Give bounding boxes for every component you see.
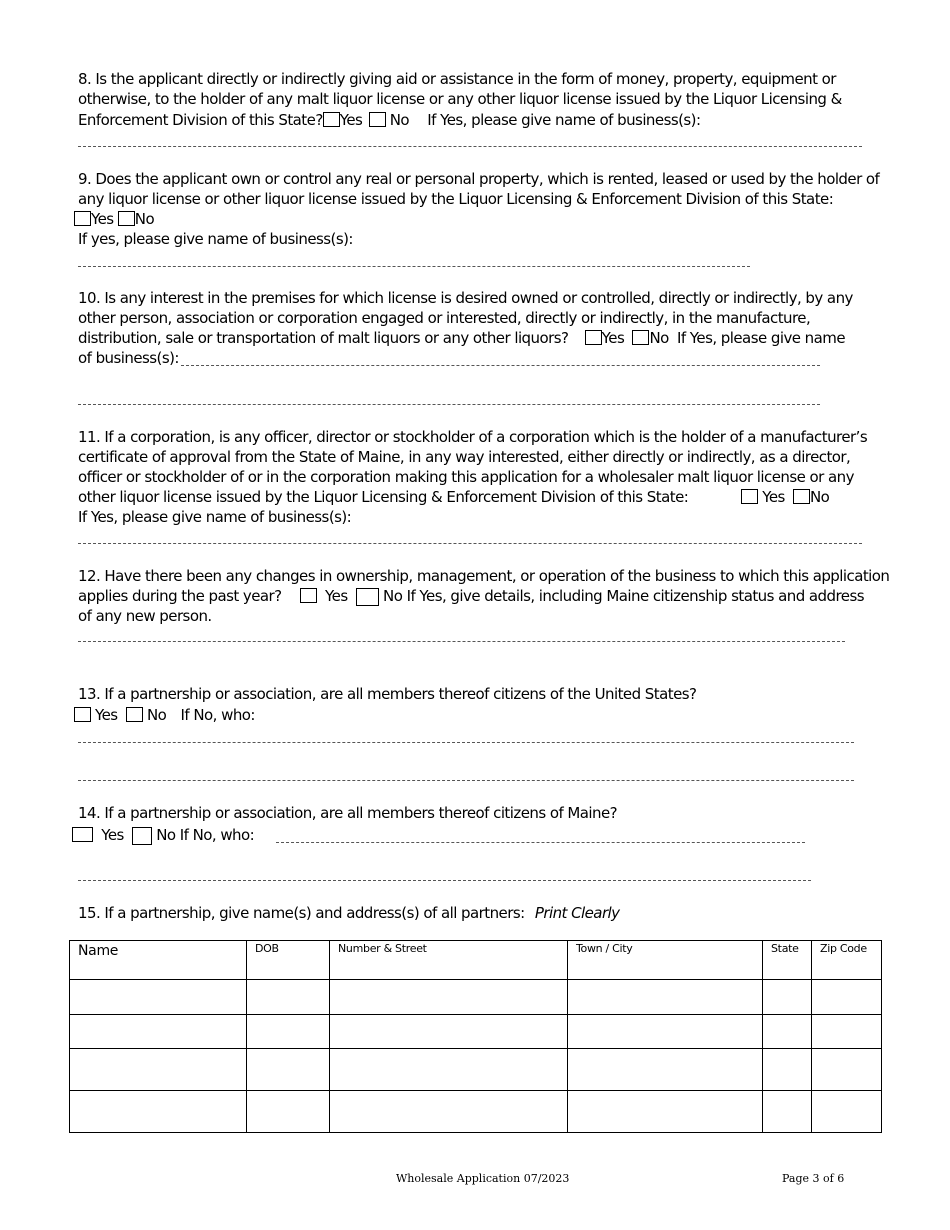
street-cell[interactable] bbox=[330, 980, 568, 1015]
q14-no-label: No bbox=[156, 826, 176, 844]
name-cell[interactable] bbox=[70, 1049, 247, 1091]
table-row bbox=[70, 980, 882, 1015]
name-cell[interactable] bbox=[70, 1091, 247, 1133]
header-town-city: Town / City bbox=[568, 941, 763, 980]
table-header-row bbox=[70, 941, 882, 980]
name-cell[interactable] bbox=[70, 1015, 247, 1049]
q12-no-label: No bbox=[383, 587, 403, 605]
town-cell[interactable] bbox=[568, 1091, 763, 1133]
town-cell[interactable] bbox=[568, 1049, 763, 1091]
dob-cell[interactable] bbox=[247, 1091, 330, 1133]
q14-options bbox=[72, 825, 254, 845]
q11-options bbox=[741, 487, 829, 507]
q12-answer-line[interactable] bbox=[78, 641, 845, 642]
q10-no-label: No bbox=[649, 329, 669, 347]
q11-prompt: If Yes, please give name of business(s): bbox=[78, 508, 352, 526]
q14-yes-checkbox[interactable] bbox=[72, 827, 93, 842]
q11-answer-line[interactable] bbox=[78, 543, 862, 544]
q13-line1: 13. If a partnership or association, are all members thereof citizens of the United States? bbox=[78, 685, 697, 703]
q13-answer-line-2[interactable] bbox=[78, 780, 854, 781]
q11-line3: officer or stockholder of or in the corporation making this application for a wholesaler malt liquor license or any bbox=[78, 468, 854, 486]
header-dob: DOB bbox=[247, 941, 330, 980]
town-cell[interactable] bbox=[568, 1015, 763, 1049]
header-name: Name bbox=[70, 941, 247, 980]
zip-cell[interactable] bbox=[812, 1091, 882, 1133]
q9-no-checkbox[interactable] bbox=[118, 211, 135, 226]
q9-yes-checkbox[interactable] bbox=[74, 211, 91, 226]
q10-line3 bbox=[78, 328, 845, 348]
q10-prompt: If Yes, please give name bbox=[676, 329, 846, 347]
q12-line2-text: applies during the past year? bbox=[78, 587, 282, 605]
state-cell[interactable] bbox=[763, 1015, 812, 1049]
q8-no-label: No bbox=[389, 111, 410, 129]
q9-yes-label: Yes bbox=[91, 210, 114, 228]
q9-no-label: No bbox=[134, 210, 155, 228]
q8-no-checkbox[interactable] bbox=[369, 112, 386, 127]
q13-options bbox=[74, 705, 255, 725]
q9-prompt: If yes, please give name of business(s): bbox=[78, 230, 353, 248]
q9-answer-line[interactable] bbox=[78, 266, 750, 267]
q12-line3: of any new person. bbox=[78, 607, 212, 625]
q11-no-checkbox[interactable] bbox=[793, 489, 810, 504]
footer-page-number: Page 3 of 6 bbox=[782, 1172, 845, 1185]
q8-line2: otherwise, to the holder of any malt liquor license or any other liquor license issued by the Liquor Licensing & bbox=[78, 90, 842, 108]
dob-cell[interactable] bbox=[247, 980, 330, 1015]
q8-prompt: If Yes, please give name of business(s): bbox=[427, 111, 701, 129]
q9-line1: 9. Does the applicant own or control any real or personal property, which is rented, leased or used by the holder of bbox=[78, 170, 880, 188]
street-cell[interactable] bbox=[330, 1091, 568, 1133]
q13-no-checkbox[interactable] bbox=[126, 707, 143, 722]
q10-no-checkbox[interactable] bbox=[632, 330, 649, 345]
q15-text: 15. If a partnership, give name(s) and address(s) of all partners: bbox=[78, 904, 525, 922]
q9-options bbox=[74, 209, 154, 229]
q10-line2: other person, association or corporation engaged or interested, directly or indirectly, in the manufacture, bbox=[78, 309, 811, 327]
street-cell[interactable] bbox=[330, 1049, 568, 1091]
zip-cell[interactable] bbox=[812, 980, 882, 1015]
q10-line1: 10. Is any interest in the premises for which license is desired owned or controlled, directly or indirectly, by any bbox=[78, 289, 853, 307]
q14-yes-label: Yes bbox=[101, 826, 124, 844]
q13-yes-checkbox[interactable] bbox=[74, 707, 91, 722]
q10-yes-label: Yes bbox=[601, 329, 625, 347]
q10-line4: of business(s): bbox=[78, 349, 179, 367]
dob-cell[interactable] bbox=[247, 1049, 330, 1091]
q14-answer-line-1[interactable] bbox=[276, 842, 805, 843]
q13-no-label: No bbox=[147, 706, 167, 724]
q9-line2: any liquor license or other liquor license issued by the Liquor Licensing & Enforcement Division of this State: bbox=[78, 190, 834, 208]
q10-yes-checkbox[interactable] bbox=[585, 330, 602, 345]
q8-line3 bbox=[78, 110, 700, 130]
q11-yes-checkbox[interactable] bbox=[741, 489, 758, 504]
street-cell[interactable] bbox=[330, 1015, 568, 1049]
q14-no-checkbox[interactable] bbox=[132, 827, 152, 845]
q14-prompt: If No, who: bbox=[179, 826, 255, 844]
footer-form-id: Wholesale Application 07/2023 bbox=[396, 1172, 570, 1185]
name-cell[interactable] bbox=[70, 980, 247, 1015]
q11-no-label: No bbox=[810, 488, 830, 506]
q15-line1 bbox=[78, 903, 620, 923]
table-row bbox=[70, 1091, 882, 1133]
q11-yes-label: Yes bbox=[762, 488, 785, 506]
q10-answer-line-1[interactable] bbox=[181, 365, 820, 366]
q13-yes-label: Yes bbox=[95, 706, 118, 724]
state-cell[interactable] bbox=[763, 1049, 812, 1091]
header-street: Number & Street bbox=[330, 941, 568, 980]
q12-yes-label: Yes bbox=[325, 587, 348, 605]
q12-yes-checkbox[interactable] bbox=[300, 588, 317, 603]
q10-answer-line-2[interactable] bbox=[78, 404, 820, 405]
q14-answer-line-2[interactable] bbox=[78, 880, 811, 881]
q12-line2 bbox=[78, 586, 864, 606]
q12-no-checkbox[interactable] bbox=[356, 588, 379, 606]
q8-answer-line[interactable] bbox=[78, 146, 862, 147]
q8-yes-label: Yes bbox=[339, 111, 363, 129]
q10-line3-text: distribution, sale or transportation of malt liquors or any other liquors? bbox=[78, 329, 569, 347]
q8-yes-checkbox[interactable] bbox=[323, 112, 340, 127]
q11-line2: certificate of approval from the State of Maine, in any way interested, either directly or indirectly, as a director, bbox=[78, 448, 851, 466]
q8-line1: 8. Is the applicant directly or indirectly giving aid or assistance in the form of money, property, equipment or bbox=[78, 70, 836, 88]
header-state: State bbox=[763, 941, 812, 980]
partners-table bbox=[69, 940, 882, 1133]
zip-cell[interactable] bbox=[812, 1049, 882, 1091]
q14-line1: 14. If a partnership or association, are all members thereof citizens of Maine? bbox=[78, 804, 618, 822]
header-zip: Zip Code bbox=[812, 941, 882, 980]
zip-cell[interactable] bbox=[812, 1015, 882, 1049]
q11-line1: 11. If a corporation, is any officer, director or stockholder of a corporation which is the holder of a manufacturer’s bbox=[78, 428, 868, 446]
town-cell[interactable] bbox=[568, 980, 763, 1015]
q13-prompt: If No, who: bbox=[180, 706, 255, 724]
q11-line4: other liquor license issued by the Liquor Licensing & Enforcement Division of this State: bbox=[78, 488, 689, 506]
q12-line1: 12. Have there been any changes in ownership, management, or operation of the business to which this application bbox=[78, 567, 890, 585]
dob-cell[interactable] bbox=[247, 1015, 330, 1049]
state-cell[interactable] bbox=[763, 980, 812, 1015]
state-cell[interactable] bbox=[763, 1091, 812, 1133]
table-row bbox=[70, 1049, 882, 1091]
table-row bbox=[70, 1015, 882, 1049]
q12-prompt: If Yes, give details, including Maine citizenship status and address bbox=[406, 587, 864, 605]
q13-answer-line-1[interactable] bbox=[78, 742, 854, 743]
q15-note: Print Clearly bbox=[534, 904, 620, 922]
q8-line3-text: Enforcement Division of this State? bbox=[78, 111, 323, 129]
